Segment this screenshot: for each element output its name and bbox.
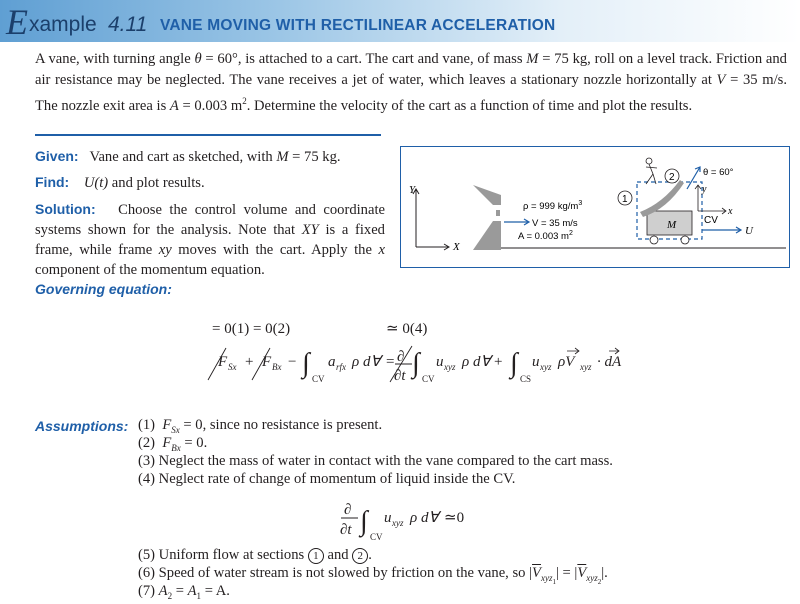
eq-F-b: F bbox=[262, 354, 272, 370]
fig-Y-label: Y bbox=[409, 184, 416, 196]
solution-label: Solution: bbox=[35, 201, 96, 217]
momentum-equation bbox=[0, 318, 800, 388]
example-initial: E bbox=[6, 2, 28, 42]
eq-equals: = bbox=[386, 354, 395, 370]
assumption-7: (7) $A_2 = A_1 = A$. bbox=[138, 583, 230, 601]
a4-u: u bbox=[384, 510, 392, 526]
eq-sub-bx: Bx bbox=[272, 362, 282, 372]
fig-section-2-label: 2 bbox=[669, 172, 675, 183]
governing-equation-label: Governing equation: bbox=[35, 281, 172, 297]
eq-plus-3: + bbox=[494, 354, 503, 370]
wheel-right bbox=[681, 236, 689, 244]
eq-u-1: u bbox=[436, 354, 444, 370]
section-divider bbox=[35, 134, 381, 136]
eq-integral-3: ∫ bbox=[510, 348, 518, 379]
a4-u-sub: xyz bbox=[392, 518, 404, 528]
eq-dA: · dA bbox=[597, 354, 622, 370]
assumption-1: (1) $F_{Sx} = 0$, since no resistance is present. bbox=[138, 417, 383, 435]
nozzle-bottom bbox=[473, 221, 501, 250]
eq-u-2: u bbox=[532, 354, 540, 370]
find-line: Find: U(t) and plot results. bbox=[35, 174, 205, 191]
solution-paragraph: Solution: Choose the control volume and coordinate systems shown for the analysis. Note that XY is a fixed frame, while frame xy moves with the cart. Apply the x component of the momentum equation. bbox=[35, 201, 385, 278]
fig-V-label: V = 35 m/s bbox=[532, 218, 578, 229]
eq-sub-sx: Sx bbox=[228, 362, 237, 372]
vane-cart-diagram bbox=[401, 147, 789, 267]
a4-rho-dv: ρ d∀ bbox=[410, 510, 439, 526]
fig-CV-label: CV bbox=[704, 215, 718, 226]
a4-partial-num: ∂ bbox=[344, 502, 352, 518]
fig-Y-axis bbox=[413, 189, 419, 247]
fig-x-label: x bbox=[728, 206, 733, 217]
fig-section-1-label: 1 bbox=[622, 194, 628, 205]
nozzle-top bbox=[473, 185, 501, 205]
eq-int2-sub: CV bbox=[422, 374, 435, 384]
eq-partial-den: ∂t bbox=[394, 368, 406, 384]
a4-partial-den: ∂t bbox=[340, 522, 352, 538]
figure-sketch bbox=[400, 146, 790, 268]
jet-arrow bbox=[504, 219, 529, 225]
eq-int1-sub: CV bbox=[312, 374, 325, 384]
eq-v-sub: xyz bbox=[580, 362, 592, 372]
nozzle-lip bbox=[496, 210, 500, 216]
example-number: 4.11 bbox=[108, 13, 148, 36]
example-title: VANE MOVING WITH RECTILINEAR ACCELERATION bbox=[160, 17, 556, 34]
fig-rho-label: ρ = 999 $kg/m^3$ bbox=[523, 200, 583, 212]
eq-note-fs-fb: = 0(1) = 0(2) bbox=[212, 321, 291, 337]
a4-approx-zero: ≃0 bbox=[444, 510, 465, 526]
assumption-6: (6) Speed of water stream is not slowed by friction on the vane, so $|\overline{V}_{xyz_1}| = |\overline{V}_{xyz_2}|$. bbox=[138, 565, 608, 586]
eq-partial-num: ∂ bbox=[397, 349, 405, 365]
given-line: Given: Vane and cart as sketched, with M = 75 kg. bbox=[35, 148, 341, 165]
eq-integral-1: ∫ bbox=[302, 348, 310, 379]
given-label: Given: bbox=[35, 148, 79, 164]
eq-a: a bbox=[328, 354, 336, 370]
fig-X-axis bbox=[416, 244, 449, 250]
eq-int3-sub: CS bbox=[520, 374, 532, 384]
assumption-4: (4) Neglect rate of change of momentum of liquid inside the CV. bbox=[138, 471, 516, 487]
eq-minus: − bbox=[288, 354, 297, 370]
assumption-5: (5) Uniform flow at sections 1 and 2 . bbox=[138, 547, 372, 563]
eq-rho-dv-2: ρ d∀ bbox=[462, 354, 491, 370]
eq-a-sub: rfx bbox=[336, 362, 346, 372]
cart-velocity-arrow bbox=[702, 227, 741, 233]
find-label: Find: bbox=[35, 174, 70, 190]
a4-integral: ∫ bbox=[360, 506, 368, 537]
assumption-2: (2) $F_{Bx} = 0$. bbox=[138, 435, 208, 453]
fig-y-axis bbox=[695, 185, 701, 211]
eq-rho-v: ρV bbox=[558, 354, 575, 370]
problem-statement: A vane, with turning angle θ = 60°, is attached to a cart. The cart and vane, of mass M = 75 kg, roll on a level track. Friction and air resistance may be neglected. The vane receives a jet of water, which leaves a stationary nozzle horizontally at V = 35 m/s. The nozzle exit area is A = 0.003 $m^2$. Determine the velocity of the cart as a function of time and plot the results. bbox=[35, 51, 787, 114]
eq-note-cv-term: ≃ 0(4) bbox=[386, 321, 428, 337]
fig-theta-label: θ = 60° bbox=[703, 167, 734, 178]
eq-u-sub-2: xyz bbox=[540, 362, 552, 372]
example-word: xample bbox=[29, 13, 97, 36]
eq-F-s: F bbox=[218, 354, 228, 370]
stick-figure bbox=[646, 158, 657, 184]
wheel-left bbox=[650, 236, 658, 244]
assumption-4-equation bbox=[330, 496, 490, 546]
assumptions-label: Assumptions: bbox=[35, 418, 129, 434]
eq-integral-2: ∫ bbox=[412, 348, 420, 379]
fig-A-label: A = 0.003 $m^2$ bbox=[518, 230, 573, 242]
fig-X-label: X bbox=[453, 241, 460, 253]
assumption-3: (3) Neglect the mass of water in contact with the vane compared to the cart mass. bbox=[138, 453, 613, 469]
section-2-marker: 2 bbox=[352, 548, 368, 564]
fig-y-label: y bbox=[702, 184, 707, 195]
fig-M-label: M bbox=[667, 219, 677, 231]
section-1-marker: 1 bbox=[308, 548, 324, 564]
a4-int-sub: CV bbox=[370, 532, 383, 542]
eq-rho-dv-1: ρ d∀ bbox=[352, 354, 381, 370]
eq-u-sub-1: xyz bbox=[444, 362, 456, 372]
fig-U-label: U bbox=[745, 225, 753, 237]
eq-plus-1: + bbox=[245, 354, 254, 370]
